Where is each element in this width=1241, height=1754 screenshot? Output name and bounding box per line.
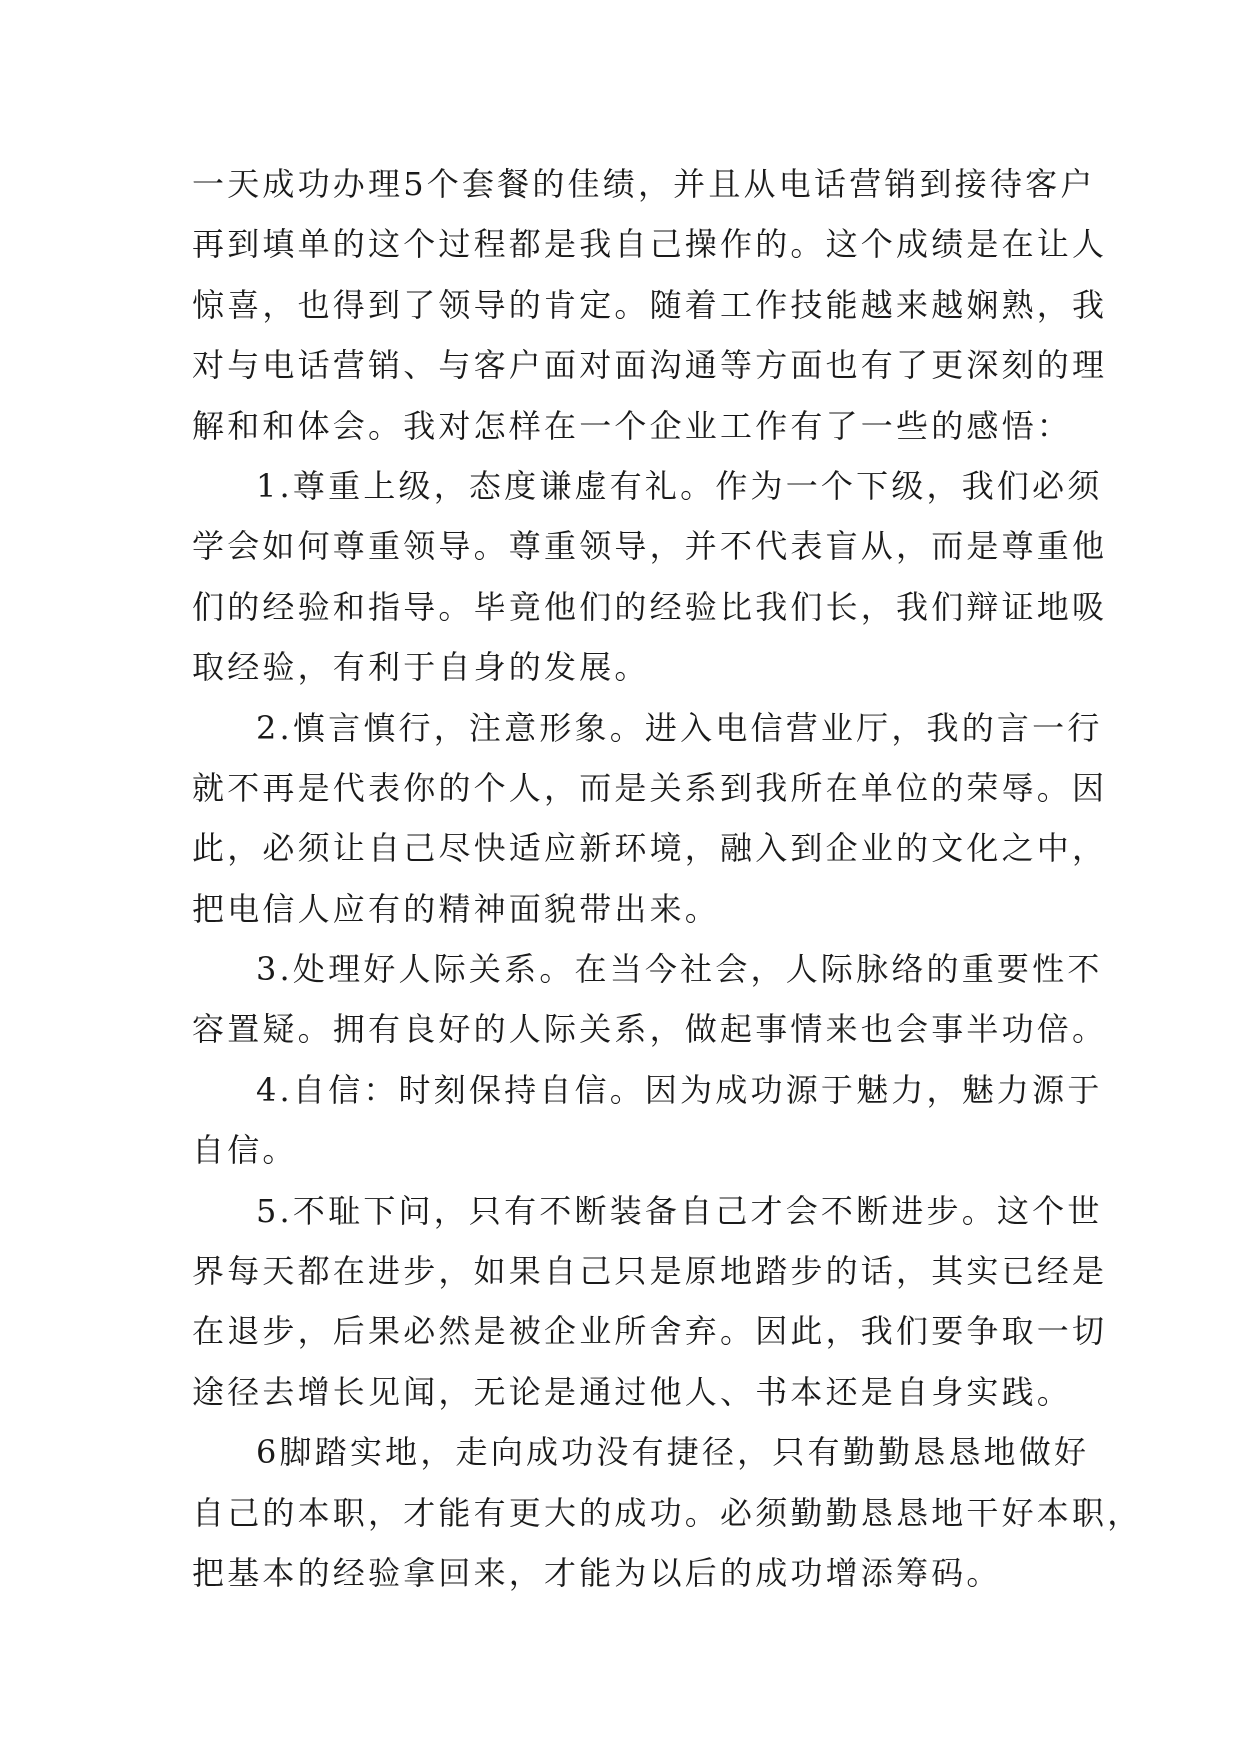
text-line: 在退步，后果必然是被企业所舍弃。因此，我们要争取一切 <box>192 1312 1108 1351</box>
text-line: 此，必须让自己尽快适应新环境，融入到企业的文化之中， <box>192 829 1108 868</box>
text-line: 学会如何尊重领导。尊重领导，并不代表盲从，而是尊重他 <box>192 527 1108 566</box>
list-item-1-first-line: 1.尊重上级，态度谦虚有礼。作为一个下级，我们必须 <box>256 466 1103 505</box>
document-body <box>192 154 1143 1603</box>
text-line: 途径去增长见闻，无论是通过他人、书本还是自身实践。 <box>192 1372 1073 1411</box>
list-item-4-first-line: 4.自信：时刻保持自信。因为成功源于魅力，魅力源于 <box>256 1070 1103 1109</box>
text-line: 一天成功办理5个套餐的佳绩，并且从电话营销到接待客户 <box>192 165 1096 203</box>
text-line: 把电信人应有的精神面貌带出来。 <box>192 889 721 928</box>
list-item-3-first-line: 3.处理好人际关系。在当今社会，人际脉络的重要性不 <box>256 950 1103 989</box>
text-line: 把基本的经验拿回来，才能为以后的成功增添筹码。 <box>192 1553 1002 1592</box>
text-line: 再到填单的这个过程都是我自己操作的。这个成绩是在让人 <box>192 225 1108 264</box>
list-item-5-first-line: 5.不耻下问，只有不断装备自己才会不断进步。这个世 <box>256 1191 1103 1230</box>
text-line: 惊喜，也得到了领导的肯定。随着工作技能越来越娴熟，我 <box>192 285 1108 324</box>
text-line: 容置疑。拥有良好的人际关系，做起事情来也会事半功倍。 <box>192 1010 1108 1049</box>
text-line: 界每天都在进步，如果自己只是原地踏步的话，其实已经是 <box>192 1252 1108 1291</box>
text-line: 对与电话营销、与客户面对面沟通等方面也有了更深刻的理 <box>192 346 1108 385</box>
list-item-6-first-line: 6脚踏实地，走向成功没有捷径，只有勤勤恳恳地做好 <box>256 1433 1090 1472</box>
list-item-2-first-line: 2.慎言慎行，注意形象。进入电信营业厅，我的言一行 <box>256 708 1103 747</box>
text-line: 们的经验和指导。毕竟他们的经验比我们长，我们辩证地吸 <box>192 587 1108 626</box>
text-line: 自己的本职，才能有更大的成功。必须勤勤恳恳地干好本职， <box>192 1493 1143 1532</box>
text-line: 自信。 <box>192 1131 298 1170</box>
text-line: 取经验，有利于自身的发展。 <box>192 648 650 687</box>
text-line: 就不再是代表你的个人，而是关系到我所在单位的荣辱。因 <box>192 768 1108 807</box>
text-line: 解和和体会。我对怎样在一个企业工作有了一些的感悟： <box>192 406 1073 445</box>
